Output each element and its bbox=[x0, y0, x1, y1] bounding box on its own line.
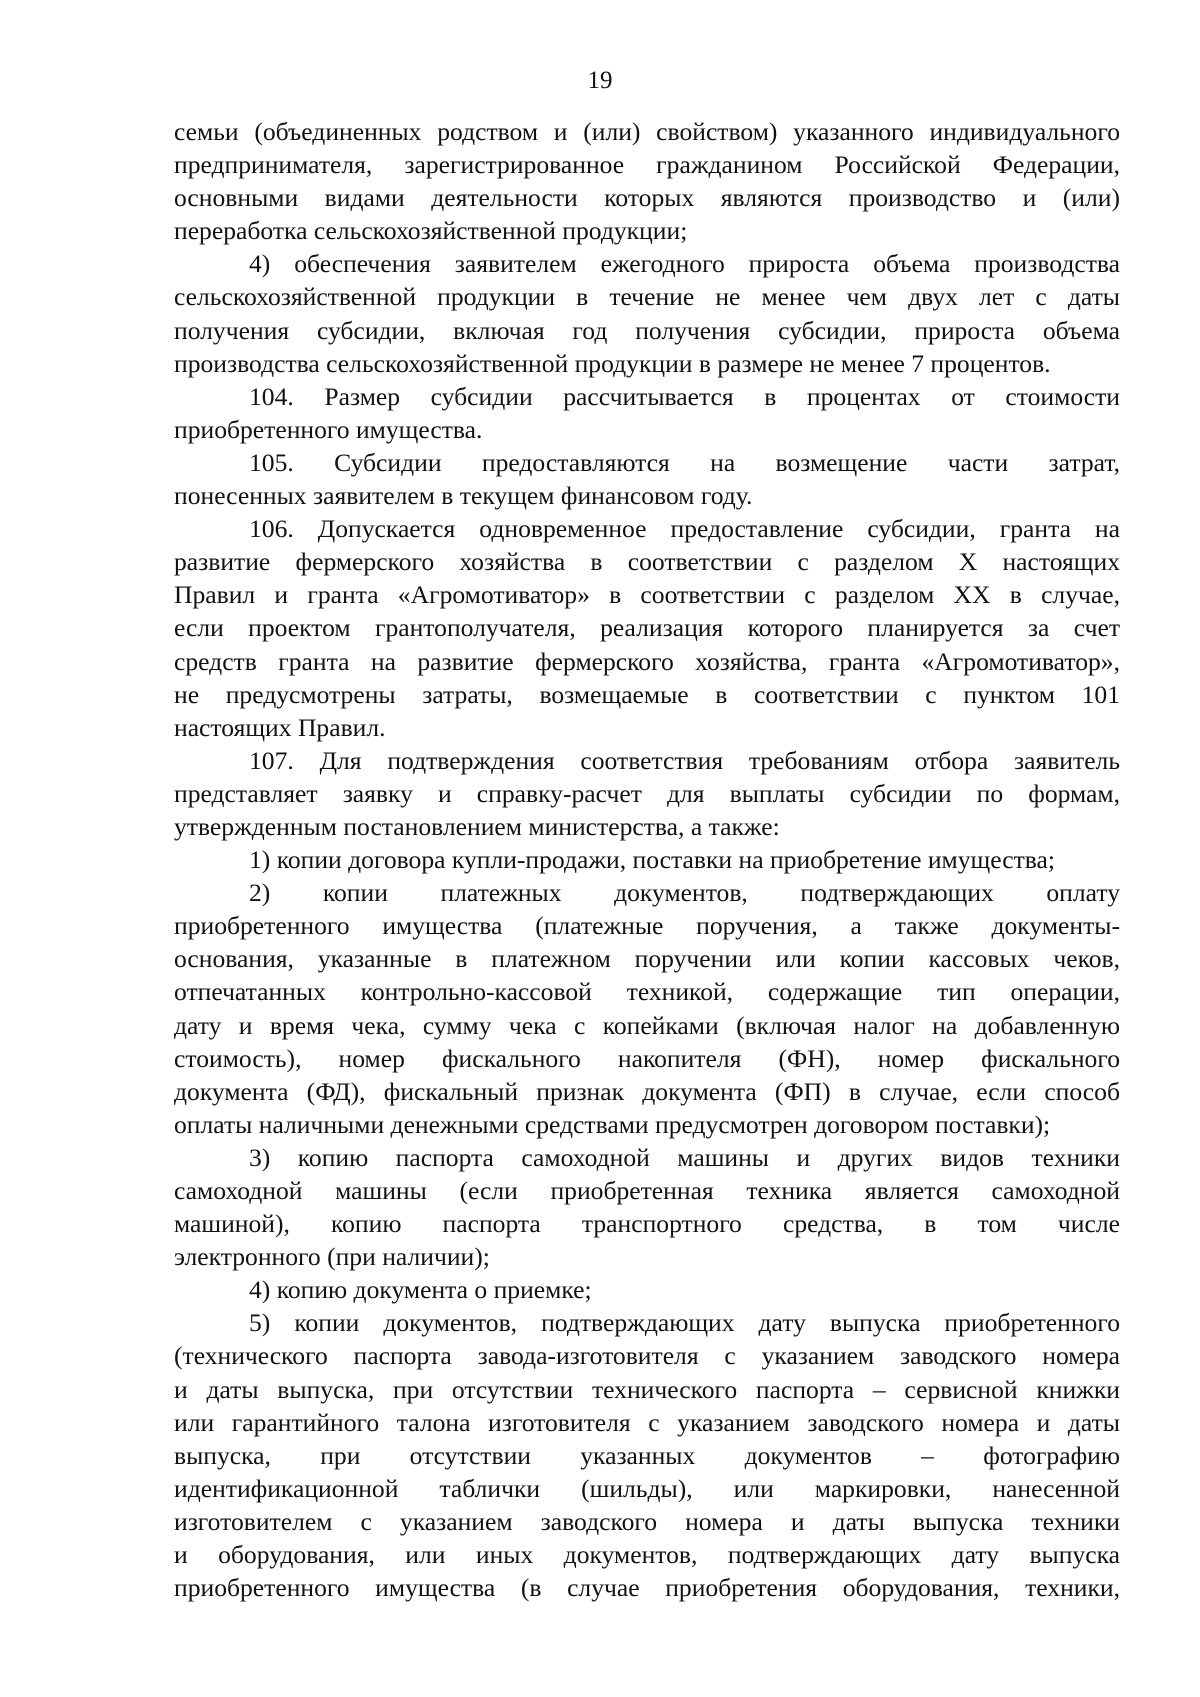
paragraph: приобретенного имущества (платежные поручения, а также документы- bbox=[174, 911, 1120, 941]
paragraph-105: 105. Субсидии предоставляются на возмещение части затрат, bbox=[249, 447, 1120, 477]
list-item: 4) копию документа о приемке; bbox=[249, 1275, 592, 1305]
paragraph: отпечатанных контрольно-кассовой техникой, содержащие тип операции, bbox=[174, 977, 1120, 1007]
paragraph: дату и время чека, сумму чека с копейками (включая налог на добавленную bbox=[174, 1010, 1120, 1040]
paragraph: самоходной машины (если приобретенная техника является самоходной bbox=[174, 1176, 1120, 1205]
paragraph: изготовителем с указанием заводского номера и даты выпуска техники bbox=[174, 1506, 1120, 1536]
paragraph: предпринимателя, зарегистрированное гражданином Российской Федерации, bbox=[174, 150, 1120, 180]
paragraph: 4) обеспечения заявителем ежегодного прироста объема производства bbox=[249, 249, 1120, 279]
paragraph: настоящих Правил. bbox=[174, 712, 386, 742]
paragraph: развитие фермерского хозяйства в соответствии с разделом X настоящих bbox=[174, 547, 1120, 577]
paragraph: основания, указанные в платежном поручении или копии кассовых чеков, bbox=[174, 944, 1120, 974]
paragraph: (технического паспорта завода-изготовителя с указанием заводского номера bbox=[174, 1341, 1120, 1371]
paragraph: машиной), копию паспорта транспортного средства, в том числе bbox=[174, 1209, 1120, 1239]
list-item: 3) копию паспорта самоходной машины и других видов техники bbox=[249, 1142, 1120, 1172]
paragraph: документа (ФД), фискальный признак документа (ФП) в случае, если способ bbox=[174, 1076, 1120, 1106]
paragraph: получения субсидии, включая год получения субсидии, прироста объема bbox=[174, 315, 1120, 345]
list-item: 5) копии документов, подтверждающих дату выпуска приобретенного bbox=[249, 1308, 1120, 1338]
paragraph: оплаты наличными денежными средствами предусмотрен договором поставки); bbox=[174, 1109, 1051, 1139]
paragraph-107: 107. Для подтверждения соответствия требованиям отбора заявитель bbox=[249, 745, 1120, 775]
paragraph: понесенных заявителем в текущем финансовом году. bbox=[174, 481, 753, 511]
paragraph: сельскохозяйственной продукции в течение не менее чем двух лет с даты bbox=[174, 282, 1120, 312]
paragraph-104: 104. Размер субсидии рассчитывается в процентах от стоимости bbox=[249, 381, 1120, 411]
paragraph: семьи (объединенных родством и (или) свойством) указанного индивидуального bbox=[174, 117, 1120, 146]
list-item: 2) копии платежных документов, подтверждающих оплату bbox=[249, 878, 1120, 908]
paragraph: представляет заявку и справку-расчет для выплаты субсидии по формам, bbox=[174, 778, 1120, 808]
paragraph: производства сельскохозяйственной продукции в размере не менее 7 процентов. bbox=[174, 348, 1051, 378]
paragraph: Правил и гранта «Агромотиватор» в соответствии с разделом XX в случае, bbox=[174, 580, 1120, 610]
paragraph: приобретенного имущества. bbox=[174, 414, 483, 444]
paragraph: основными видами деятельности которых являются производство и (или) bbox=[174, 183, 1120, 213]
paragraph: если проектом грантополучателя, реализация которого планируется за счет bbox=[174, 613, 1120, 643]
paragraph: приобретенного имущества (в случае приобретения оборудования, техники, bbox=[174, 1573, 1120, 1603]
paragraph: выпуска, при отсутствии указанных документов – фотографию bbox=[174, 1440, 1120, 1470]
paragraph: идентификационной таблички (шильды), или маркировки, нанесенной bbox=[174, 1473, 1120, 1503]
paragraph: утвержденным постановлением министерства, а также: bbox=[174, 811, 780, 841]
paragraph: переработка сельскохозяйственной продукции; bbox=[174, 216, 688, 246]
document-body bbox=[174, 115, 1120, 1604]
paragraph: средств гранта на развитие фермерского хозяйства, гранта «Агромотиватор», bbox=[174, 646, 1120, 676]
paragraph: стоимость), номер фискального накопителя (ФН), номер фискального bbox=[174, 1043, 1120, 1073]
paragraph: или гарантийного талона изготовителя с указанием заводского номера и даты bbox=[174, 1407, 1120, 1437]
page-number: 19 bbox=[587, 67, 613, 94]
paragraph: не предусмотрены затраты, возмещаемые в соответствии с пунктом 101 bbox=[174, 679, 1120, 709]
paragraph-106: 106. Допускается одновременное предоставление субсидии, гранта на bbox=[249, 514, 1120, 544]
paragraph: и оборудования, или иных документов, подтверждающих дату выпуска bbox=[174, 1540, 1120, 1570]
paragraph: электронного (при наличии); bbox=[174, 1242, 490, 1272]
paragraph: и даты выпуска, при отсутствии технического паспорта – сервисной книжки bbox=[174, 1374, 1120, 1404]
list-item: 1) копии договора купли-продажи, поставки на приобретение имущества; bbox=[249, 845, 1055, 875]
